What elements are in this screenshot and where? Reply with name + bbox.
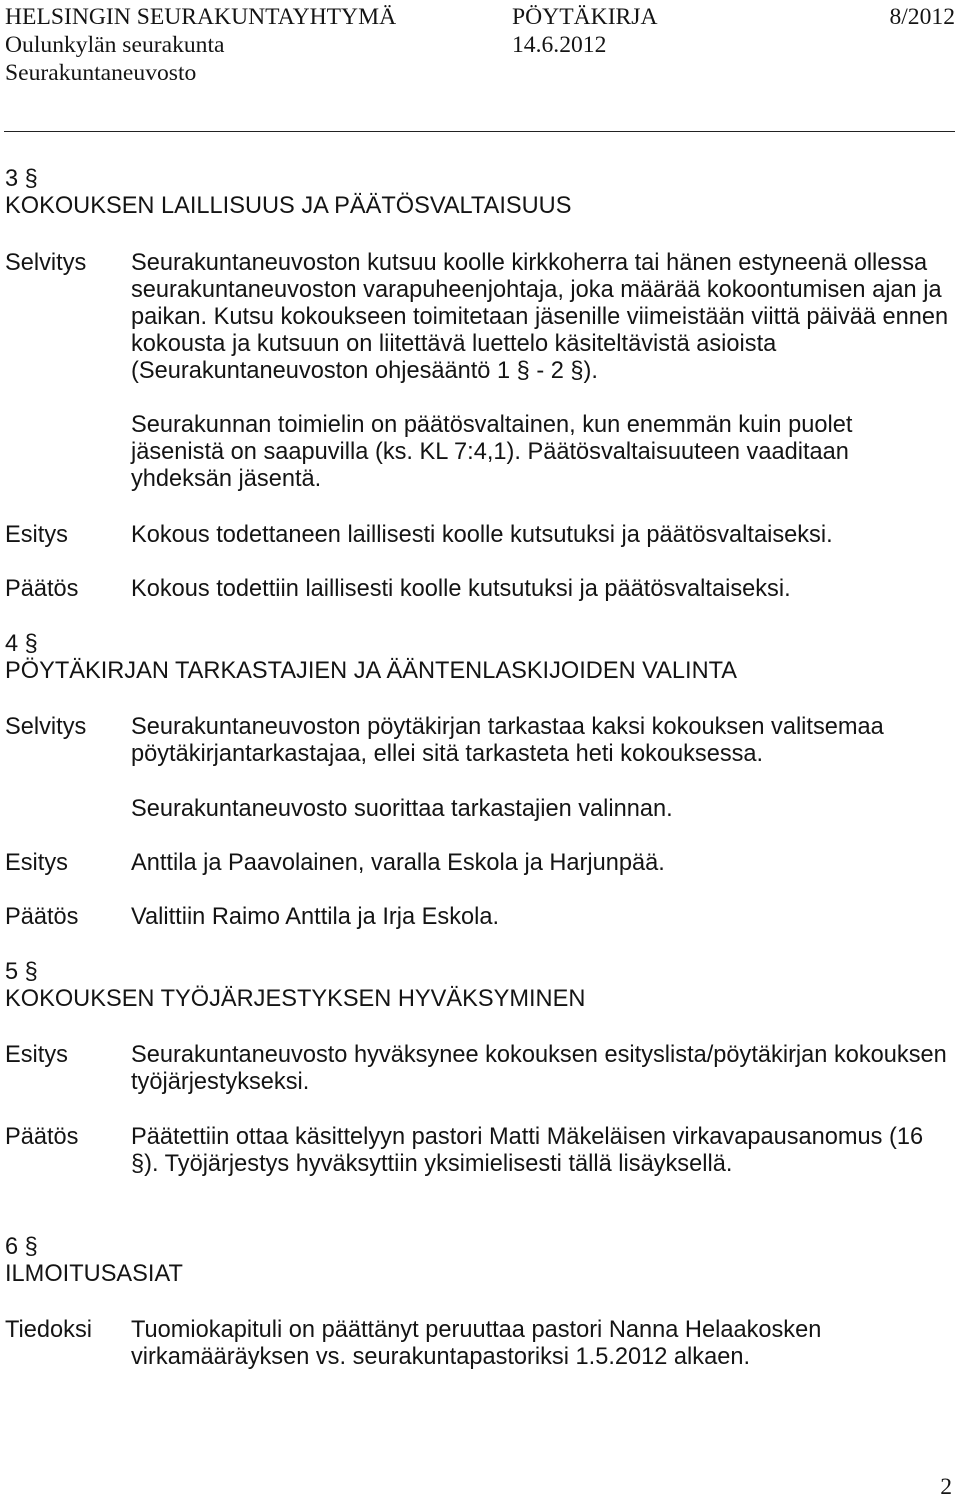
esitys-text	[131, 1042, 947, 1096]
paatos-label: Päätös	[5, 576, 79, 602]
esitys-text	[131, 850, 665, 877]
governing-body: Seurakuntaneuvosto	[5, 60, 197, 86]
paatos-text	[131, 904, 499, 931]
section-title: ILMOITUSASIAT	[5, 1261, 183, 1287]
esitys-label: Esitys	[5, 522, 68, 548]
text-line: paikan. Kutsu kokoukseen toimitetaan jäsenille viimeistään viittä päivää ennen	[131, 304, 949, 330]
section-number: 3 §	[5, 166, 38, 192]
text-line: Kokous todettaneen laillisesti koolle kutsutuksi ja päätösvaltaiseksi.	[131, 522, 833, 548]
selvitys-text	[131, 250, 948, 385]
esitys-text	[131, 522, 833, 549]
text-line: pöytäkirjantarkastajaa, ellei sitä tarkasteta heti kokouksessa.	[131, 741, 764, 767]
header-divider	[4, 131, 955, 132]
text-line: virkamääräyksen vs. seurakuntapastoriksi 1.5.2012 alkaen.	[131, 1344, 751, 1370]
tiedoksi-label: Tiedoksi	[5, 1317, 92, 1343]
document-number: 8/2012	[889, 4, 955, 30]
text-line: Seurakuntaneuvosto suorittaa tarkastajien valinnan.	[131, 796, 673, 822]
paatos-label: Päätös	[5, 1124, 79, 1150]
text-line: §). Työjärjestys hyväksyttiin yksimielisesti tällä lisäyksellä.	[131, 1151, 733, 1177]
document-type: PÖYTÄKIRJA	[512, 4, 658, 30]
text-line: seurakuntaneuvoston varapuheenjohtaja, joka määrää kokoontumisen ajan ja	[131, 277, 942, 303]
text-line: työjärjestykseksi.	[131, 1069, 310, 1095]
text-line: jäsenistä on saapuvilla (ks. KL 7:4,1). Päätösvaltaisuuteen vaaditaan	[131, 439, 849, 465]
meeting-date: 14.6.2012	[512, 32, 607, 58]
selvitys-text	[131, 714, 884, 768]
paatos-text	[131, 576, 791, 603]
section-number: 5 §	[5, 959, 38, 985]
esitys-label: Esitys	[5, 850, 68, 876]
text-line: Valittiin Raimo Anttila ja Irja Eskola.	[131, 904, 500, 930]
organization-name: HELSINGIN SEURAKUNTAYHTYMÄ	[5, 4, 397, 30]
text-line: Tuomiokapituli on päättänyt peruuttaa pastori Nanna Helaakosken	[131, 1317, 822, 1343]
text-line: Seurakuntaneuvoston pöytäkirjan tarkastaa kaksi kokouksen valitsemaa	[131, 714, 884, 740]
text-line: Anttila ja Paavolainen, varalla Eskola ja Harjunpää.	[131, 850, 665, 876]
paatos-text	[131, 1124, 923, 1178]
text-line: kokousta ja kutsuun on liitettävä luettelo käsiteltävistä asioista	[131, 331, 777, 357]
text-line: Kokous todettiin laillisesti koolle kutsutuksi ja päätösvaltaiseksi.	[131, 576, 791, 602]
page-number: 2	[940, 1474, 952, 1500]
text-line: Seurakuntaneuvoston kutsuu koolle kirkkoherra tai hänen estyneenä ollessa	[131, 250, 928, 276]
text-line: Seurakuntaneuvosto hyväksynee kokouksen esityslista/pöytäkirjan kokouksen	[131, 1042, 947, 1068]
selvitys-paragraph	[131, 796, 673, 823]
text-line: Seurakunnan toimielin on päätösvaltainen, kun enemmän kuin puolet	[131, 412, 853, 438]
section-number: 4 §	[5, 631, 38, 657]
tiedoksi-text	[131, 1317, 821, 1371]
selvitys-label: Selvitys	[5, 250, 87, 276]
section-title: PÖYTÄKIRJAN TARKASTAJIEN JA ÄÄNTENLASKIJOIDEN VALINTA	[5, 658, 738, 684]
section-title: KOKOUKSEN LAILLISUUS JA PÄÄTÖSVALTAISUUS	[5, 193, 572, 219]
text-line: (Seurakuntaneuvoston ohjesääntö 1 § - 2 §).	[131, 358, 598, 384]
selvitys-label: Selvitys	[5, 714, 87, 740]
parish-name: Oulunkylän seurakunta	[5, 32, 225, 58]
section-number: 6 §	[5, 1234, 38, 1260]
text-line: yhdeksän jäsentä.	[131, 466, 322, 492]
selvitys-paragraph	[131, 412, 852, 493]
text-line: Päätettiin ottaa käsittelyyn pastori Matti Mäkeläisen virkavapausanomus (16	[131, 1124, 924, 1150]
esitys-label: Esitys	[5, 1042, 68, 1068]
paatos-label: Päätös	[5, 904, 79, 930]
section-title: KOKOUKSEN TYÖJÄRJESTYKSEN HYVÄKSYMINEN	[5, 986, 586, 1012]
